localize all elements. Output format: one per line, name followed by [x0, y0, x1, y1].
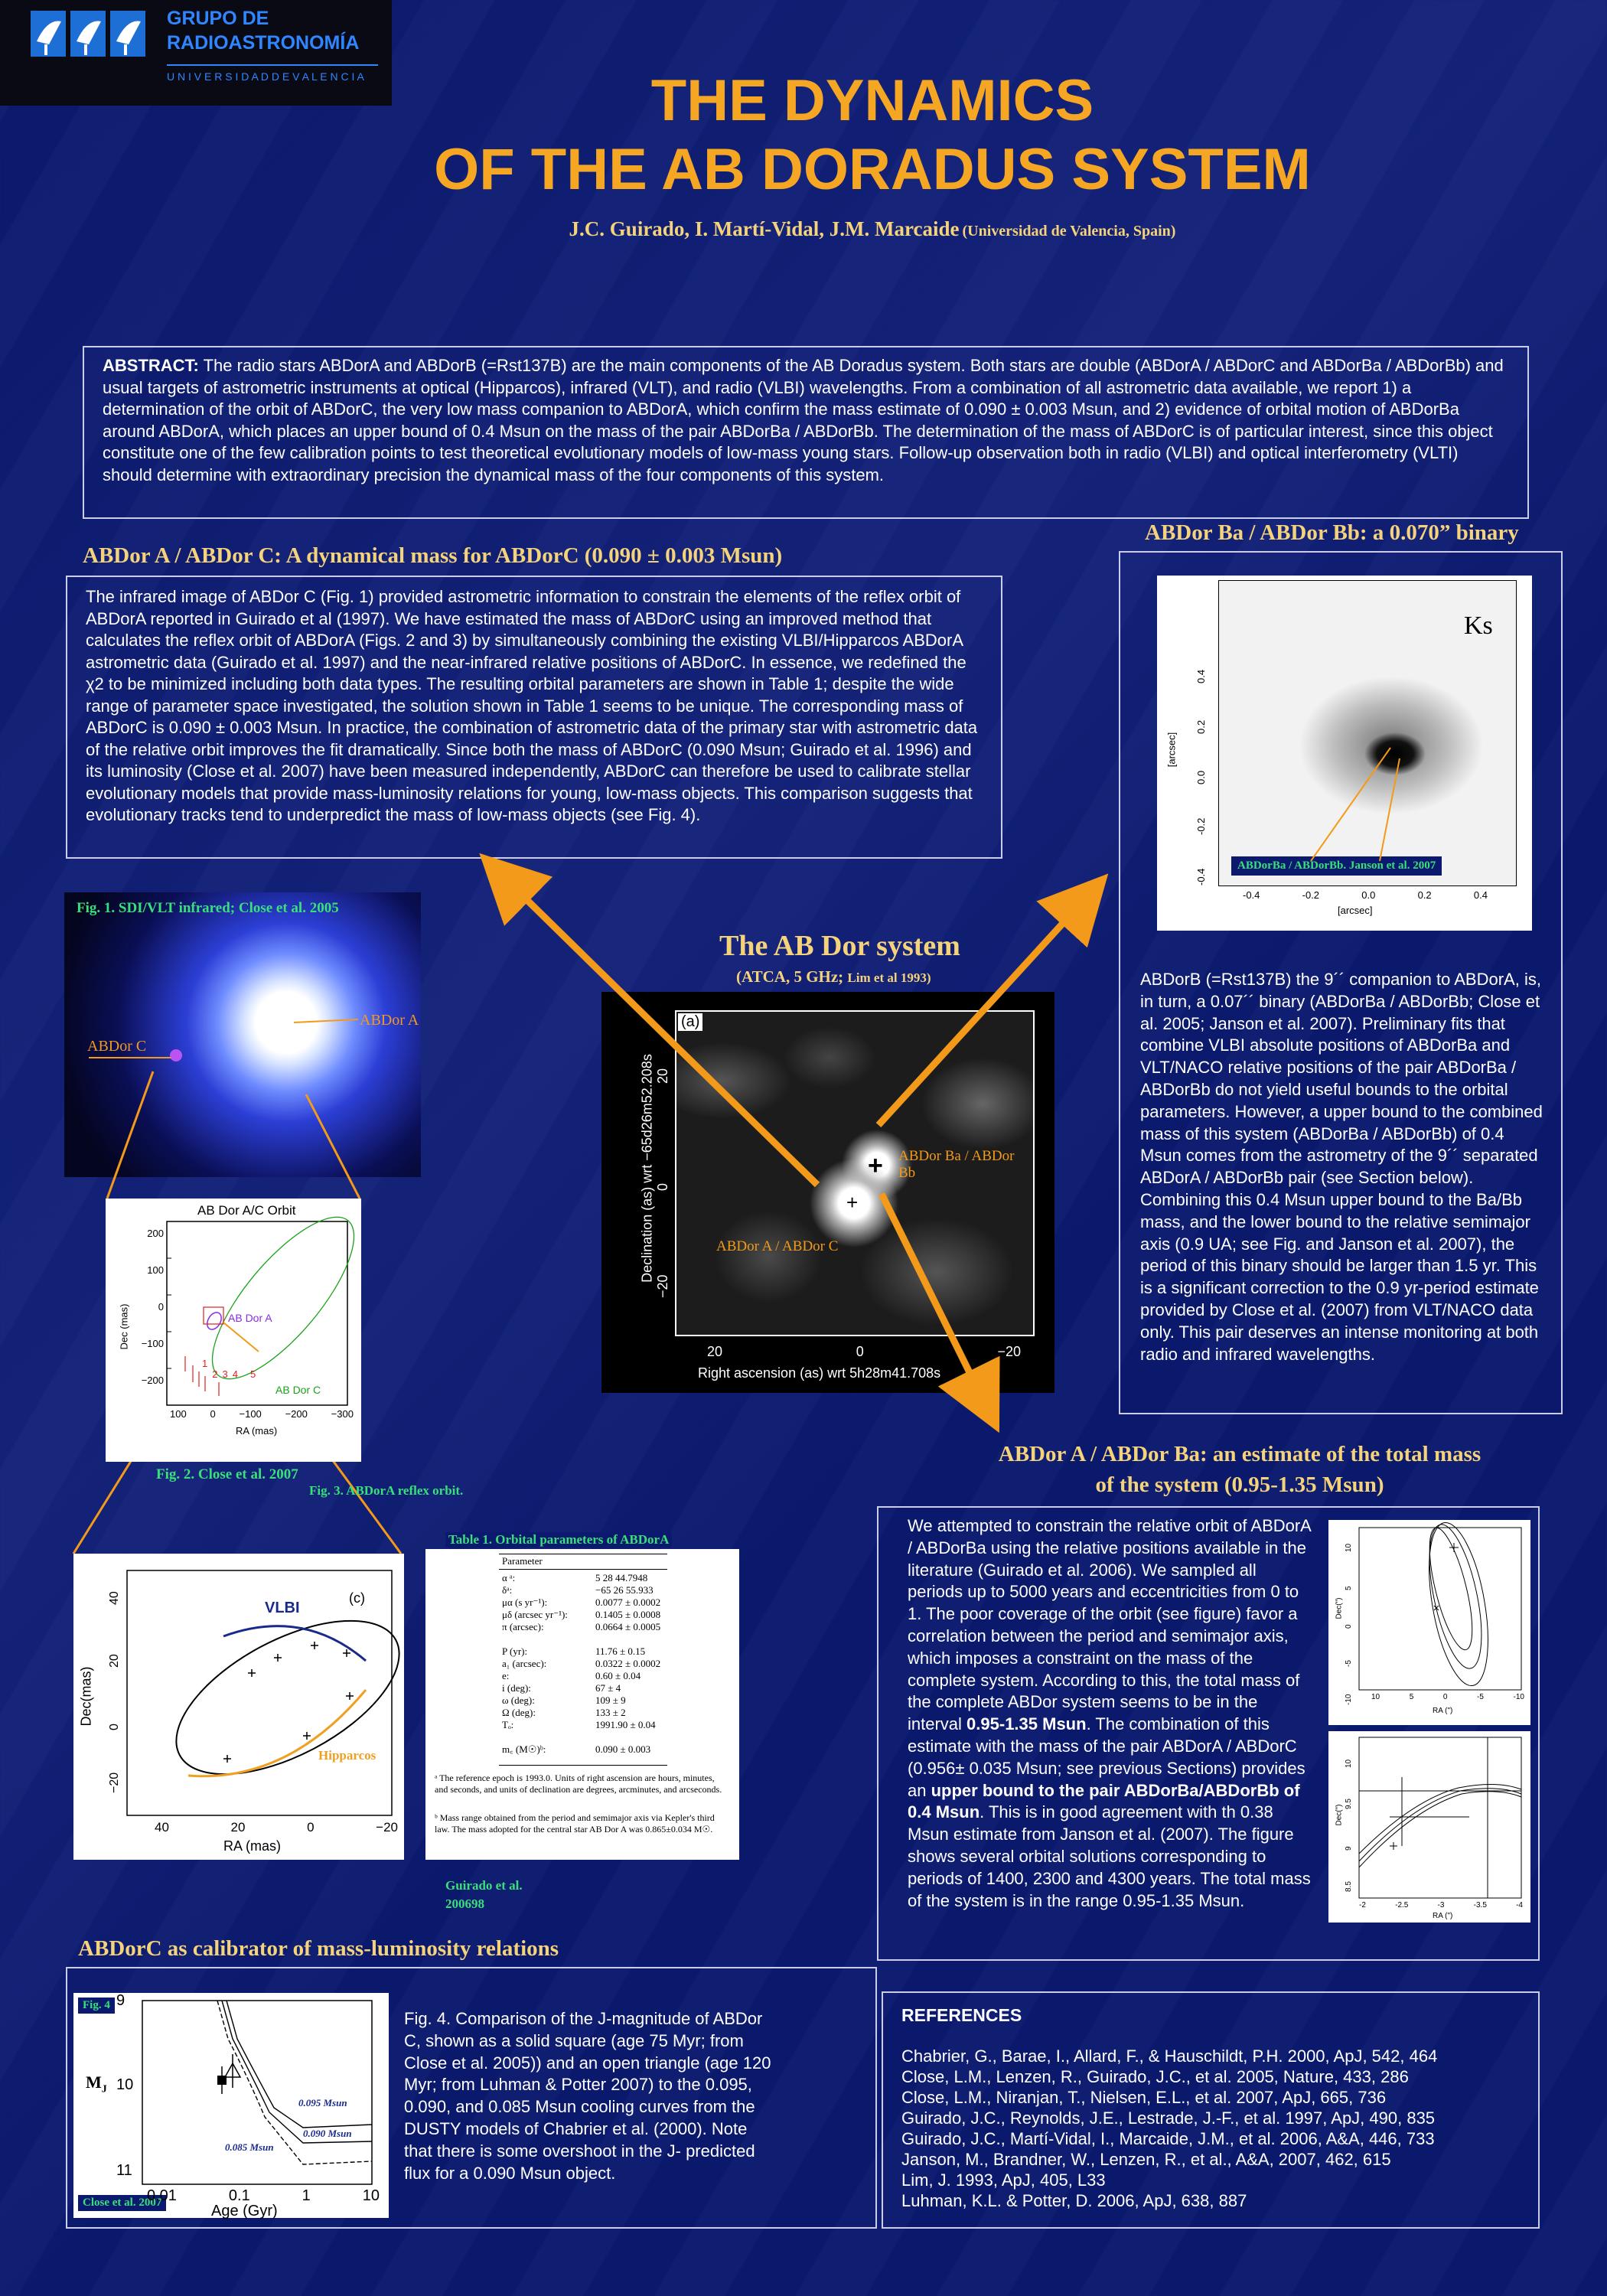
aba-plot2-ytick: 10: [1345, 1759, 1353, 1768]
fig2-point: 4: [232, 1368, 238, 1380]
fig2-point: 1: [202, 1358, 208, 1369]
aba-plot2-xtick: -2: [1359, 1901, 1366, 1910]
bab-xtick: 0.0: [1361, 889, 1376, 901]
aba-plot1-xtick: 0: [1442, 1693, 1448, 1701]
reference-item: Guirado, J.C., Martí-Vidal, I., Marcaide, J.M., et al. 2006, A&A, 446, 733: [901, 2129, 1435, 2148]
reference-item: Close, L.M., Lenzen, R., Guirado, J.C., et al. 2005, Nature, 433, 286: [901, 2067, 1409, 2086]
aba-plot2-yticks: [1342, 1740, 1356, 1906]
fig2-xtick: −200: [285, 1408, 308, 1420]
table1-cell-value: 0.0664 ± 0.0005: [595, 1621, 661, 1632]
fig4-xlabel: Age (Gyr): [211, 2203, 278, 2219]
table1-cell-param: α ᵃ:: [502, 1572, 516, 1583]
section-cal-heading: ABDorC as calibrator of mass-luminosity relations: [78, 1936, 559, 1961]
table1-title: Table 1. Orbital parameters of ABDorA: [445, 1532, 672, 1548]
table1-cell-param: Tₒ:: [502, 1719, 514, 1730]
fig1-caption: Fig. 1. SDI/VLT infrared; Close et al. 2005: [77, 900, 339, 916]
fig4-xtick: 10: [362, 2187, 380, 2204]
center-panel-label: (a): [678, 1013, 702, 1031]
fig4-ytick: 10: [116, 2076, 134, 2093]
fig4-xtick: 1: [302, 2187, 311, 2204]
aba-text-2: . The combination of this estimate with the mass of the pair ABDorA / ABDorC (0.956± 0.035 Msun; see previous Sections) provides an: [908, 1714, 1305, 1800]
table1-cell-value: 109 ± 9: [595, 1694, 626, 1706]
table1-header: Parameter: [502, 1555, 543, 1567]
center-subtitle: (ATCA, 5 GHz;: [736, 967, 844, 986]
star-ba-marker: +: [868, 1151, 883, 1180]
fig4-curve3: 0.085 Msun: [225, 2141, 274, 2153]
fig2-label-a: AB Dor A: [228, 1312, 272, 1324]
center-xtick: −20: [997, 1344, 1021, 1359]
table1-cell-value: −65 26 55.933: [595, 1584, 654, 1596]
fig4-curve1: 0.095 Msun: [298, 2097, 347, 2108]
center-title: The AB Dor system: [719, 930, 960, 962]
fig1-label-a: ABDor A: [360, 1012, 419, 1029]
fig2-point: 3: [222, 1368, 228, 1380]
logo-line1: GRUPO DE: [167, 8, 269, 29]
center-xlabel: Right ascension (as) wrt 5h28m41.708s: [698, 1365, 941, 1381]
center-subtitle-ref: Lim et al 1993): [847, 970, 931, 985]
table1-cell-value: 5 28 44.7948: [595, 1572, 648, 1583]
table1-cell-value: 0.0322 ± 0.0002: [595, 1658, 661, 1669]
section-aba-heading-2: of the system (0.95-1.35 Msun): [1095, 1473, 1384, 1497]
aba-plot1-ytick: 10: [1345, 1543, 1353, 1552]
aba-plot1-panel: [1328, 1520, 1530, 1725]
table1-cell-param: μδ (arcsec yr⁻¹):: [502, 1609, 568, 1620]
table1-cell-value: 1991.90 ± 0.04: [595, 1719, 656, 1730]
aba-plot2-xticks: [1359, 1901, 1523, 1910]
abstract-label: ABSTRACT:: [103, 356, 199, 375]
fig3-xtick: −20: [376, 1820, 398, 1835]
aba-plot1-ytick: -5: [1345, 1660, 1353, 1667]
bab-ylabel: [arcsec]: [1165, 732, 1178, 768]
aba-plot1-xtick: 5: [1409, 1693, 1414, 1701]
bab-image-panel: [1157, 576, 1532, 931]
aba-text-1: We attempted to constrain the relative orbit of ABDorA / ABDorBa using the relative positions available in the literature (Guirado et al. 2006). We sampled all periods up to 5000 years and eccentricities from 0 to 1. The poor coverage of the orbit (see figure) favor a correlation between the period and semimajor axis, which imposes a constraint on the mass of the complete system. According to this, the total mass of the complete ABDor system seems to be in the interval: [908, 1516, 1311, 1734]
aba-plot2-ytick: 9: [1345, 1846, 1353, 1851]
fig2-ytick: −200: [141, 1375, 164, 1386]
fig4-xtick: 0.01: [147, 2187, 177, 2204]
aba-plot1-xtick: -5: [1477, 1693, 1484, 1701]
aba-plot2-xtick: -4: [1516, 1901, 1523, 1910]
table1-cell-value: 0.090 ± 0.003: [595, 1743, 651, 1755]
bab-ytick: -0.2: [1195, 817, 1207, 835]
center-ylabel: Declination (as) wrt −65d26m52.208s: [639, 1054, 655, 1283]
reference-item: Close, L.M., Niranjan, T., Nielsen, E.L., et al. 2007, ApJ, 665, 736: [901, 2088, 1387, 2107]
fig2-xtick: −100: [239, 1408, 262, 1420]
bab-image-caption: ABDorBa / ABDorBb. Janson et al. 2007: [1231, 856, 1442, 876]
fig3-ytick: 0: [108, 1724, 121, 1730]
table1-cell-param: m꜀ (M☉)ᵇ:: [502, 1743, 546, 1755]
bab-xticks: [1243, 889, 1488, 901]
table1-cell-value: 0.1405 ± 0.0008: [595, 1609, 661, 1620]
aba-plot1-yticks: [1342, 1526, 1356, 1717]
table1-source: Guirado et al. 200698: [445, 1878, 523, 1911]
table1-cell-param: a₁ (arcsec):: [502, 1658, 547, 1669]
aba-text-3: . This is in good agreement with th 0.38 Msun estimate from Janson et al. (2007). The figure shows several orbital solutions corresponding to periods of 1400, 2300 and 4300 years. The total mass of the system is in the range 0.95-1.35 Msun.: [908, 1802, 1311, 1910]
fig3-caption: Fig. 3. ABDorA reflex orbit.: [309, 1483, 464, 1498]
aba-plot2-panel: [1328, 1731, 1530, 1923]
bab-pointers: [1219, 581, 1517, 887]
fig3-ytick: 20: [108, 1654, 121, 1668]
reference-item: Luhman, K.L. & Potter, D. 2006, ApJ, 638, 887: [901, 2191, 1247, 2210]
bab-yticks: [1188, 644, 1215, 897]
fig2-xtick: 0: [210, 1408, 216, 1420]
section-bab-heading: ABDor Ba / ABDor Bb: a 0.070” binary: [1145, 520, 1519, 545]
fig1-label-c: ABDor C: [87, 1038, 147, 1055]
section-ac-heading: ABDor A / ABDor C: A dynamical mass for ABDorC (0.090 ± 0.003 Msun): [83, 543, 783, 568]
bab-ytick: 0.4: [1195, 669, 1207, 683]
center-label-ac: ABDor A / ABDor C: [716, 1238, 839, 1254]
fig2-xlabel: RA (mas): [236, 1425, 278, 1437]
fig4-panel: [73, 1993, 389, 2218]
affiliation: (Universidad de Valencia, Spain): [962, 223, 1176, 240]
center-xtick: 0: [856, 1344, 864, 1359]
aba-plot2-xtick: -3.5: [1473, 1901, 1487, 1910]
fig2-point: 2: [212, 1368, 218, 1380]
aba-plot1-ytick: 0: [1345, 1624, 1353, 1629]
section-aba-heading-1: ABDor A / ABDor Ba: an estimate of the total mass: [998, 1442, 1482, 1466]
aba-plot2-xlabel: RA ("): [1433, 1912, 1453, 1920]
fig3-panel-label: (c): [349, 1590, 365, 1606]
fig3-label-hip: Hipparcos: [318, 1748, 376, 1763]
abstract-text: The radio stars ABDorA and ABDorB (=Rst137B) are the main components of the AB Doradus system. Both stars are double (ABDorA / ABDorC and ABDorBa / ABDorBb) and usual targets of astrometric instruments at optical (Hipparcos), infrared (VLT), and radio (VLBI) wavelengths. From a combination of all astrometric data available, we report 1) a determination of the orbit of ABDorC, the very low mass companion to ABDorA, which confirm the mass estimate of 0.090 ± 0.003 Msun, and 2) evidence of orbital motion of ABDorBa around ABDorA, which places an upper bound of 0.4 Msun on the mass of the pair ABDorBa / ABDorBb. The determination of the mass of ABDorC is of particular interest, since this object constitute one of the few calibration points to test theoretical evolutionary models of low-mass young stars. Follow-up observation both in radio (VLBI) and optical interferometry (VLTI) should determine with extraordinary precision the dynamical mass of the four components of this system.: [103, 356, 1504, 484]
bab-image-label: Ks: [1464, 612, 1493, 640]
aba-plot1-xlabel: RA ("): [1433, 1707, 1453, 1715]
table1-note-a: ᵃ The reference epoch is 1993.0. Units of right ascension are hours, minutes, and seconds, and units of declination are degrees, arcminutes, and arcseconds.: [435, 1773, 722, 1795]
fig2-ylabel: Dec (mas): [118, 1303, 130, 1350]
reference-item: Guirado, J.C., Reynolds, J.E., Lestrade, J.-F., et al. 1997, ApJ, 490, 835: [901, 2108, 1436, 2128]
authors: J.C. Guirado, I. Martí-Vidal, J.M. Marcaide: [569, 217, 960, 240]
fig2-caption: Fig. 2. Close et al. 2007: [156, 1466, 298, 1482]
fig2-ytick: −100: [141, 1338, 164, 1349]
fig2-xtick: −300: [331, 1408, 354, 1420]
logo-line3: U N I V E R S I D A D D E V A L E N C I A: [167, 70, 364, 83]
fig4-credit: Close et al. 2007: [78, 2195, 166, 2211]
fig4-label: Fig. 4: [78, 1998, 115, 2014]
fig4-xtick: 0.1: [228, 2187, 250, 2204]
fig2-xtick: 100: [170, 1408, 187, 1420]
reference-item: Janson, M., Brandner, W., Lenzen, R., et al., A&A, 2007, 462, 615: [901, 2150, 1391, 2169]
star-a-marker: +: [846, 1191, 859, 1214]
reference-item: Chabrier, G., Barae, I., Allard, F., & Hauschildt, P.H. 2000, ApJ, 542, 464: [901, 2047, 1438, 2066]
aba-plot2-xtick: -3: [1437, 1901, 1445, 1910]
bab-xtick: 0.4: [1473, 889, 1488, 901]
fig4-ylabel: [86, 2073, 107, 2095]
section-cal-text: Fig. 4. Comparison of the J-magnitude of ABDor C, shown as a solid square (age 75 Myr; from Close et al. 2005)) and an open triangle (age 120 Myr; from Luhman & Potter 2007) to the 0.095, 0.090, and 0.085 Msun cooling curves from the DUSTY models of Chabrier et al. (2000). Note that there is some overshoot in the J- predicted flux for a 0.090 Msun object.: [404, 2009, 771, 2183]
fig3-xlabel: RA (mas): [223, 1838, 282, 1854]
aba-plot1-ytick: -10: [1345, 1694, 1353, 1705]
aba-plot1-ytick: 5: [1345, 1586, 1353, 1590]
fig4-ylabel-sub: J: [101, 2083, 107, 2095]
bab-ytick: 0.2: [1195, 719, 1207, 734]
center-ytick: 20: [655, 1068, 670, 1084]
table1-cell-value: 11.76 ± 0.15: [595, 1645, 646, 1657]
section-bab-text: ABDorB (=Rst137B) the 9´´ companion to ABDorA, is, in turn, a 0.07´´ binary (ABDorBa / ABDorBb; Close et al. 2005; Janson et al. 2007). Preliminary fits that combine VLBI absolute positions of ABDorBa and VLT/NACO relative positions of the pair ABDorBa / ABDorBb do not yield useful bounds to the orbital parameters. However, a upper bound to the combined mass of this system (ABDorBa / ABDorBb) of 0.4 Msun comes from the astrometry of the 9´´ separated ABDorA / ABDorBb pair (see Section below). Combining this 0.4 Msun upper bound to the Ba/Bb mass, and the lower bound to the relative semimajor axis (0.9 UA; see Fig. and Janson et al. 2007), the period of this binary should be larger than 1.5 yr. This is a significant correction to the 0.9 yr-period estimate provided by Close et al. (2007) from VLT/NACO data only. This pair deserves an intense monitoring at both radio and infrared wavelengths.: [1140, 970, 1543, 1364]
fig2-label-c: AB Dor C: [275, 1384, 321, 1396]
aba-plot2-ytick: 9.5: [1345, 1799, 1353, 1809]
aba-plot2-ytick: 8.5: [1345, 1881, 1353, 1892]
table1-note-b: ᵇ Mass range obtained from the period and semimajor axis via Kepler's third law. The mass adopted for the central star AB Dor A was 0.865±0.034 M☉.: [435, 1812, 715, 1835]
bab-xlabel: [arcsec]: [1338, 905, 1373, 916]
reference-item: Lim, J. 1993, ApJ, 405, L33: [901, 2170, 1106, 2190]
aba-plot1-ylabel: Dec("): [1335, 1597, 1344, 1619]
fig3-xtick: 0: [307, 1820, 315, 1835]
center-label-bab: ABDor Ba / ABDor Bb: [898, 1148, 1015, 1181]
aba-plot2-xtick: -2.5: [1395, 1901, 1409, 1910]
fig3-xtick: 40: [155, 1820, 169, 1835]
fig2-ytick: 200: [147, 1228, 164, 1239]
table1-cell-value: 0.60 ± 0.04: [595, 1670, 641, 1681]
fig4-yticks: [116, 1993, 139, 2178]
title-line1: THE DYNAMICS: [650, 68, 1094, 133]
fig3-xtick: 20: [230, 1820, 246, 1835]
fig2-ytick: 0: [158, 1301, 164, 1313]
fig2-title: AB Dor A/C Orbit: [197, 1203, 296, 1218]
fig4-ylabel-main: M: [86, 2073, 102, 2092]
bab-xtick: -0.4: [1243, 889, 1260, 901]
fig3-ylabel: Dec(mas): [78, 1666, 94, 1727]
aba-bold-2: upper bound to the pair ABDorBa/ABDorBb of 0.4 Msun: [908, 1780, 1300, 1822]
section-aba-text: [908, 1515, 1313, 1912]
center-ytick: 0: [655, 1182, 670, 1191]
bab-ytick: -0.4: [1195, 868, 1207, 885]
section-ac-text: The infrared image of ABDor C (Fig. 1) provided astrometric information to constrain the elements of the reflex orbit of ABDorA reported in Guirado et al (1997). We have estimated the mass of ABDorC using an improved method that calculates the reflex orbit of ABDorA (Figs. 2 and 3) by simultaneously combining the existing VLBI/Hipparcos ABDorA astrometric data (Guirado et al. 1997) and the near-infrared relative positions of ABDorC. In essence, we redefined the χ2 to be minimized including both data types. The resulting orbital parameters are shown in Table 1; despite the wide range of parameter space investigated, the solution shown in Table 1 seems to be unique. The corresponding mass of ABDorC is 0.090 ± 0.003 Msun. In practice, the combination of astrometric data of the primary star with astrometric data of the relative orbit improves the fit dramatically. Since both the mass of ABDorC (0.090 Msun; Guirado et al. 1996) and its luminosity (Close et al. 2007) have been measured independently, ABDorC can therefore be used to calibrate stellar evolutionary models that provide mass-luminosity relations for young, low-mass objects. This comparison suggests that evolutionary tracks tend to underpredict the mass of low-mass objects (see Fig. 4).: [86, 587, 978, 824]
bab-xtick: 0.2: [1417, 889, 1432, 901]
table1-cell-param: P (yr):: [502, 1645, 528, 1657]
fig2-ytick: 100: [147, 1264, 164, 1276]
table1-cell-value: 0.0077 ± 0.0002: [595, 1596, 661, 1608]
table1-cell-param: e:: [502, 1670, 510, 1681]
fig2-point: 5: [249, 1368, 256, 1380]
table1-cell-param: π (arcsec):: [502, 1621, 544, 1632]
fig4-curve2: 0.090 Msun: [303, 2128, 352, 2139]
table1-cell-param: δᵃ:: [502, 1584, 513, 1596]
aba-plot2-ylabel: Dec("): [1335, 1804, 1344, 1826]
center-ytick: −20: [655, 1274, 670, 1298]
fig3-ytick: −20: [108, 1772, 121, 1793]
center-xtick: 20: [707, 1344, 723, 1359]
title-line2: OF THE AB DORADUS SYSTEM: [434, 137, 1311, 202]
fig4-ytick: 11: [116, 2162, 132, 2179]
table1-cell-param: Ω (deg):: [502, 1707, 536, 1718]
table1-cell-value: 67 ± 4: [595, 1682, 621, 1694]
table1-cell-value: 133 ± 2: [595, 1707, 626, 1718]
logo-line2: RADIOASTRONOMÍA: [167, 32, 360, 54]
table1-cell-param: ω (deg):: [502, 1694, 535, 1706]
bab-image: [1218, 580, 1517, 886]
table1-cell-param: i (deg):: [502, 1682, 531, 1694]
fig4-ytick: 9: [116, 1992, 125, 2009]
aba-plot1-xtick: 10: [1371, 1693, 1380, 1701]
fig3-label-vlbi: VLBI: [265, 1600, 300, 1616]
bab-xtick: -0.2: [1302, 889, 1320, 901]
bab-ytick: 0.0: [1195, 770, 1207, 784]
aba-plot1-xtick: -10: [1513, 1693, 1524, 1701]
fig3-ytick: 40: [108, 1591, 121, 1605]
aba-bold-1: 0.95-1.35 Msun: [966, 1714, 1087, 1734]
table1-cell-param: μα (s yr⁻¹):: [502, 1596, 548, 1608]
references-heading: REFERENCES: [901, 2005, 1022, 2025]
aba-plot1-xticks: [1371, 1693, 1524, 1701]
references-box: [882, 1991, 1540, 2229]
